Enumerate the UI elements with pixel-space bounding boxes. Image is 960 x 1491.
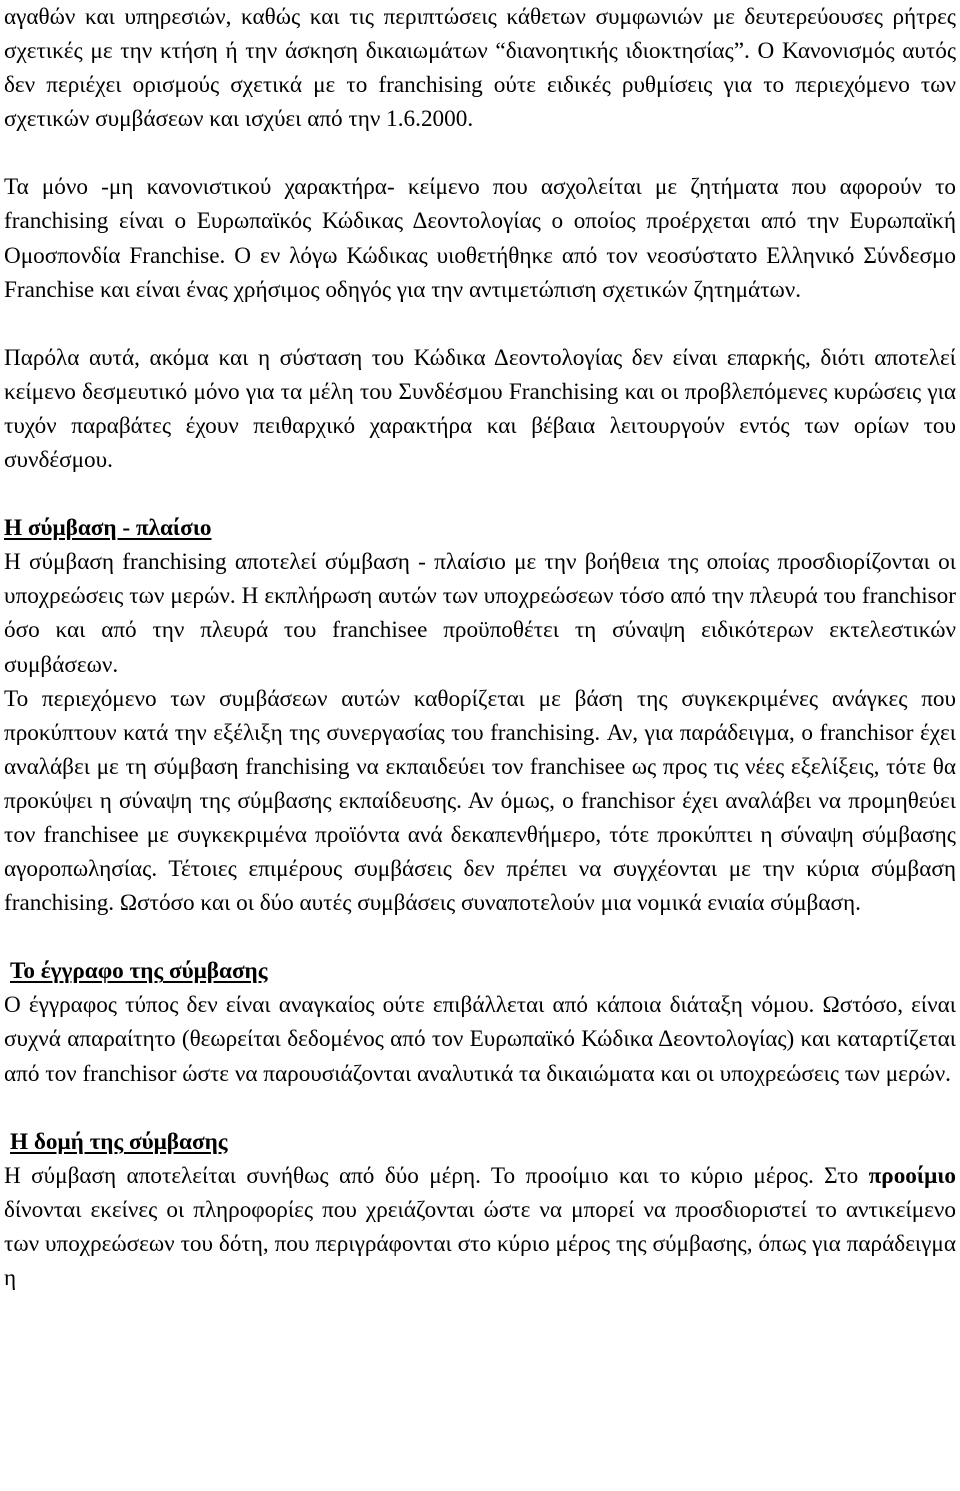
paragraph-contract-structure: [4, 1159, 956, 1295]
preamble-term: προοίμιο: [868, 1162, 956, 1189]
preamble-description-text: δίνονται εκείνες οι πληροφορίες που χρειάζονται ώστε να μπορεί να προσδιοριστεί το αντικείμενο των υποχρεώσεων του δότη, που περιγράφονται στο κύριο μέρος της σύμβασης, όπως για παράδειγμα η: [4, 1196, 956, 1291]
section-heading-contract-structure: Η δομή της σύμβασης: [10, 1128, 228, 1155]
contract-parts-text: Η σύμβαση αποτελείται συνήθως από δύο μέρη. Το προοίμιο και το κύριο μέρος.: [4, 1162, 814, 1189]
paragraph-code-limitations: Παρόλα αυτά, ακόμα και η σύσταση του Κώδικα Δεοντολογίας δεν είναι επαρκής, διότι αποτελεί κείμενο δεσμευτικό μόνο για τα μέλη του Συνδέσμου Franchising και οι προβλεπόμενες κυρώσεις για τυχόν παραβάτες έχουν πειθαρχικό χαρακτήρα και βέβαια λειτουργούν εντός των ορίων του συνδέσμου.: [4, 344, 956, 474]
spacer: [4, 136, 956, 170]
spacer: [4, 477, 956, 511]
spacer: [4, 1091, 956, 1125]
document-page: [4, 0, 956, 1295]
section-heading-written-contract: Το έγγραφο της σύμβασης: [10, 958, 268, 985]
preamble-intro-text: Στο: [824, 1162, 869, 1189]
paragraph-regulation: αγαθών και υπηρεσιών, καθώς και τις περιπτώσεις κάθετων συμφωνιών με δευτερεύουσες ρήτρες σχετικές με την κτήση ή την άσκηση δικαιωμάτων “διανοητικής ιδιοκτησίας”. Ο Κανονισμός αυτός δεν περιέχει ορισμούς σχετικά με το franchising ούτε ειδικές ρυθμίσεις για το περιεχόμενο των σχετικών συμβάσεων και ισχύει από την 1.6.2000.: [4, 4, 956, 133]
paragraph-executive-contracts: Το περιεχόμενο των συμβάσεων αυτών καθορίζεται με βάση της συγκεκριμένες ανάγκες που προκύπτουν κατά την εξέλιξη της συνεργασίας του franchising. Αν, για παράδειγμα, ο franchisor έχει αναλάβει με τη σύμβαση franchising να εκπαιδεύει τον franchisee ως προς τις νέες εξελίξεις, τότε θα προκύψει η σύναψη της σύμβασης εκπαίδευσης. Αν όμως, ο franchisor έχει αναλάβει να προμηθεύει τον franchisee με συγκεκριμένα προϊόντα ανά δεκαπενθήμερο, τότε προκύπτει η σύναψη σύμβασης αγοροπωλησίας. Τέτοιες επιμέρους συμβάσεις δεν πρέπει να συγχέονται με την κύρια σύμβαση franchising. Ωστόσο και οι δύο αυτές συμβάσεις συναποτελούν μια νομικά ενιαία σύμβαση.: [4, 685, 956, 917]
paragraph-code-of-ethics: Τα μόνο -μη κανονιστικού χαρακτήρα- κείμενο που ασχολείται με ζητήματα που αφορούν το franchising είναι ο Ευρωπαϊκός Κώδικας Δεοντολογίας ο οποίος προέρχεται από την Ευρωπαϊκή Ομοσπονδία Franchise. Ο εν λόγω Κώδικας υιοθετήθηκε από τον νεοσύστατο Ελληνικό Σύνδεσμο Franchise και είναι ένας χρήσιμος οδηγός για την αντιμετώπιση σχετικών ζητημάτων.: [4, 174, 956, 303]
spacer: [4, 920, 956, 954]
paragraph-written-contract: Ο έγγραφος τύπος δεν είναι αναγκαίος ούτε επιβάλλεται από κάποια διάταξη νόμου. Ωστόσο, είναι συχνά απαραίτητο (θεωρείται δεδομένος από τον Ευρωπαϊκό Κώδικα Δεοντολογίας) και καταρτίζεται από τον franchisor ώστε να παρουσιάζονται αναλυτικά τα δικαιώματα και οι υποχρεώσεις των μερών.: [4, 992, 956, 1087]
spacer: [4, 307, 956, 341]
section-heading-framework-contract: Η σύμβαση - πλαίσιο: [4, 515, 212, 542]
paragraph-framework-contract: Η σύμβαση franchising αποτελεί σύμβαση - πλαίσιο με την βοήθεια της οποίας προσδιορίζονται οι υποχρεώσεις των μερών. Η εκπλήρωση αυτών των υποχρεώσεων τόσο από την πλευρά του franchisor όσο και από την πλευρά του franchisee προϋποθέτει τη σύναψη ειδικότερων εκτελεστικών συμβάσεων.: [4, 549, 956, 678]
